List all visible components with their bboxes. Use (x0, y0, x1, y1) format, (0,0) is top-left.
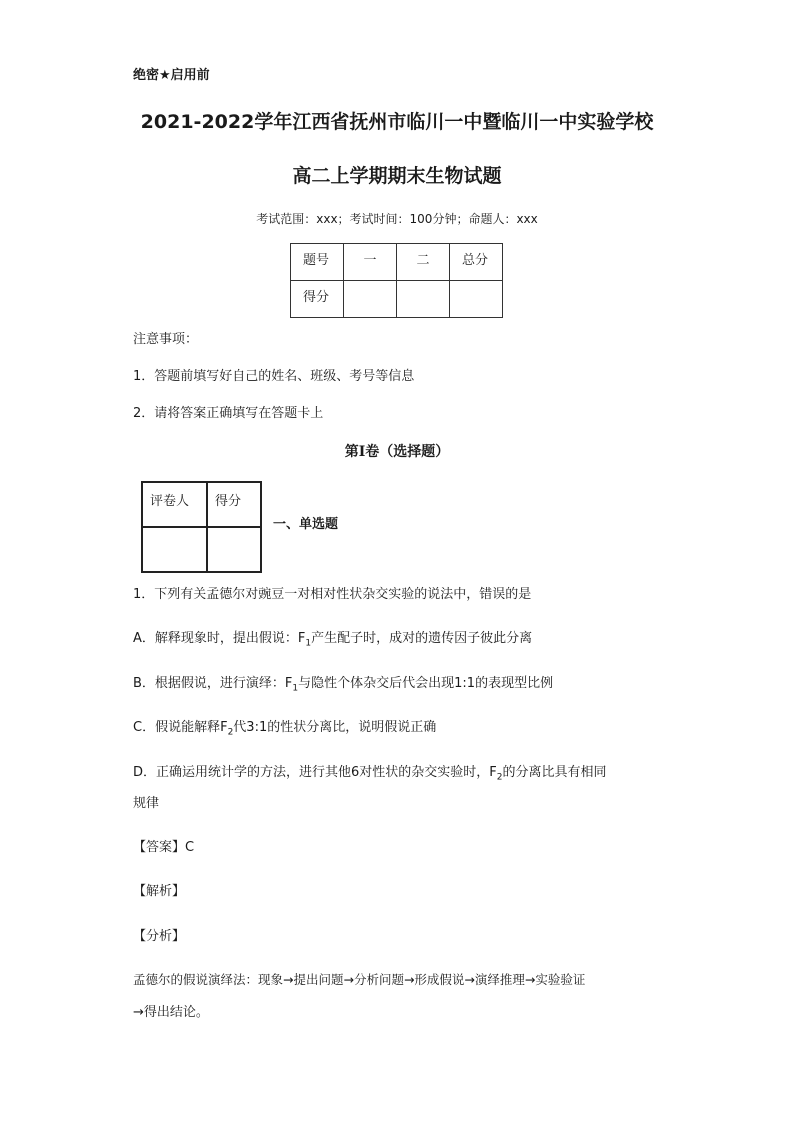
grader-table (141, 481, 262, 573)
score-header-cell: 二 (397, 244, 450, 281)
grader-cell (142, 527, 207, 572)
grader-cell (207, 527, 261, 572)
option-d-continued: 规律 (133, 796, 160, 811)
exam-title-line2: 高二上学期期末生物试题 (292, 165, 502, 187)
grader-label: 评卷人 (142, 482, 207, 527)
score-header-cell: 总分 (450, 244, 503, 281)
explanation-line1: 孟德尔的假说演绎法：现象→提出问题→分析问题→形成假说→演绎推理→实验验证 (133, 972, 586, 987)
option-a: A．解释现象时，提出假说：$F_1$产生配子时，成对的遗传因子彼此分离 (133, 631, 533, 649)
option-d: D．正确运用统计学的方法，进行其他6对性状的杂交实验时，$F_2$的分离比具有相同 (133, 765, 607, 783)
option-c: C．假说能解释$F_2$代3:1的性状分离比，说明假说正确 (133, 720, 437, 738)
score-cell (450, 281, 503, 318)
score-cell (397, 281, 450, 318)
question-stem: 1．下列有关孟德尔对豌豆一对相对性状杂交实验的说法中，错误的是 (133, 587, 532, 602)
fenxi-label: 【分析】 (133, 929, 186, 944)
explanation-line2: →得出结论。 (133, 1005, 209, 1020)
score-row-label: 得分 (291, 281, 344, 318)
score-table (290, 243, 503, 318)
score-table-score-row (291, 281, 503, 318)
option-b: B．根据假说，进行演绎：$F_1$与隐性个体杂交后代会出现1:1的表现型比例 (133, 676, 554, 694)
score-header-cell: 题号 (291, 244, 344, 281)
answer-line: 【答案】C (133, 840, 195, 855)
confidential-label: 绝密★启用前 (133, 68, 210, 83)
score-header-cell: 一 (344, 244, 397, 281)
grader-header-row (142, 482, 261, 527)
part-title: 一、单选题 (273, 517, 339, 532)
grader-score-label: 得分 (207, 482, 261, 527)
grader-blank-row (142, 527, 261, 572)
score-table-header-row (291, 244, 503, 281)
score-cell (344, 281, 397, 318)
analysis-label: 【解析】 (133, 884, 186, 899)
exam-info: 考试范围：xxx；考试时间：100分钟；命题人：xxx (256, 212, 538, 226)
notes-item: 1．答题前填写好自己的姓名、班级、考号等信息 (133, 369, 415, 384)
section-title: 第I卷（选择题） (344, 444, 450, 460)
exam-title-line1: 2021-2022学年江西省抚州市临川一中暨临川一中实验学校 (140, 111, 654, 133)
notes-heading: 注意事项： (133, 332, 199, 347)
notes-item: 2．请将答案正确填写在答题卡上 (133, 406, 324, 421)
